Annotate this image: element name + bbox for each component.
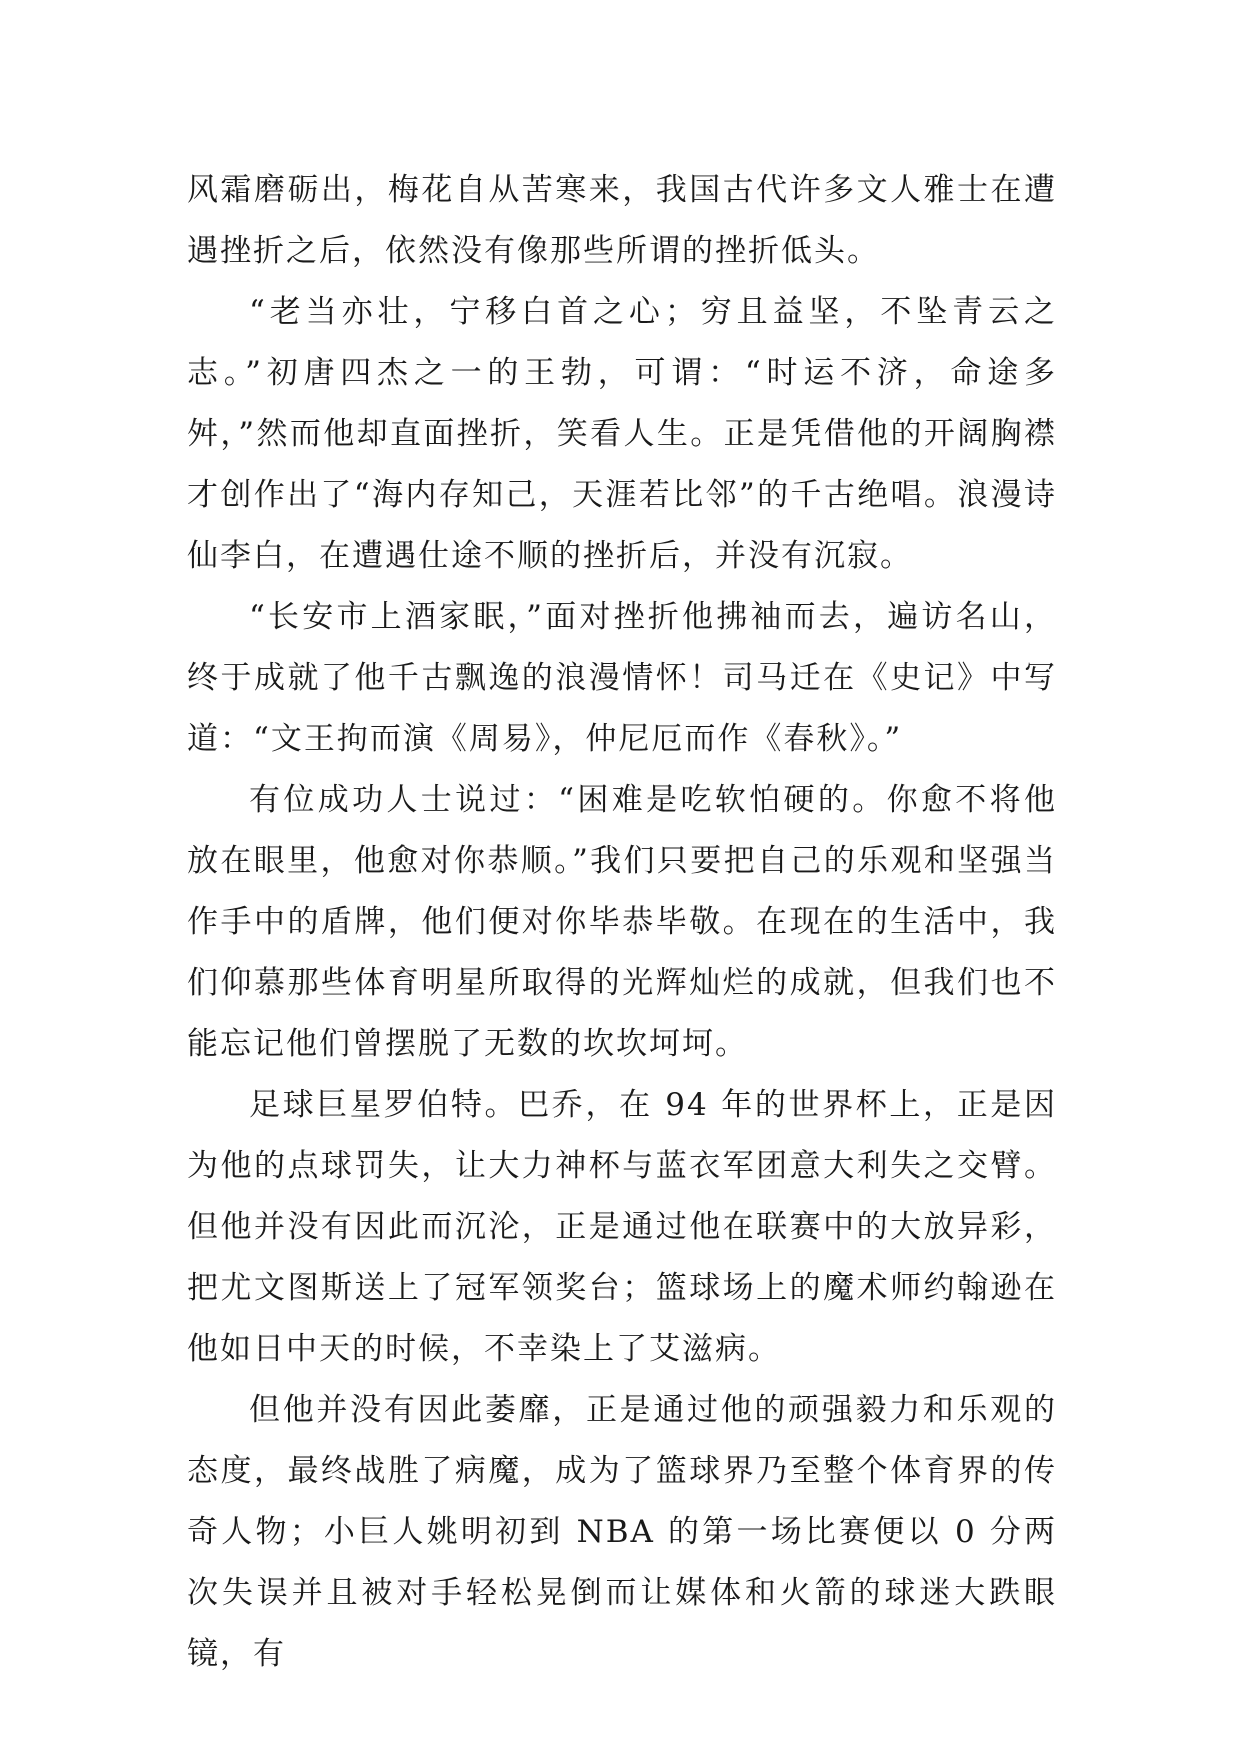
paragraph-6: 但他并没有因此萎靡，正是通过他的顽强毅力和乐观的态度，最终战胜了病魔，成为了篮球界乃至整个体育界的传奇人物；小巨人姚明初到 NBA 的第一场比赛便以 0 分两次失误并且被对手轻松晃倒而让媒体和火箭的球迷大跌眼镜，有 [187,1392,1057,1672]
paragraph-4: 有位成功人士说过：“困难是吃软怕硬的。你愈不将他放在眼里，他愈对你恭顺。”我们只要把自己的乐观和坚强当作手中的盾牌，他们便对你毕恭毕敬。在现在的生活中，我们仰慕那些体育明星所取得的光辉灿烂的成就，但我们也不能忘记他们曾摆脱了无数的坎坎坷坷。 [187,782,1057,1062]
paragraph-3: “长安市上酒家眠，”面对挫折他拂袖而去，遍访名山，终于成就了他千古飘逸的浪漫情怀！司马迁在《史记》中写道：“文王拘而演《周易》，仲尼厄而作《春秋》。” [187,599,1057,757]
document-body [187,160,1057,1685]
paragraph-5: 足球巨星罗伯特。巴乔，在 94 年的世界杯上，正是因为他的点球罚失，让大力神杯与蓝衣军团意大利失之交臂。但他并没有因此而沉沦，正是通过他在联赛中的大放异彩，把尤文图斯送上了冠军领奖台；篮球场上的魔术师约翰逊在他如日中天的时候，不幸染上了艾滋病。 [187,1087,1057,1367]
paragraph-1: 风霜磨砺出，梅花自从苦寒来，我国古代许多文人雅士在遭遇挫折之后，依然没有像那些所谓的挫折低头。 [187,172,1057,269]
paragraph-2: “老当亦壮，宁移白首之心；穷且益坚，不坠青云之志。”初唐四杰之一的王勃，可谓：“时运不济，命途多舛，”然而他却直面挫折，笑看人生。正是凭借他的开阔胸襟才创作出了“海内存知己，天涯若比邻”的千古绝唱。浪漫诗仙李白，在遭遇仕途不顺的挫折后，并没有沉寂。 [187,294,1057,574]
